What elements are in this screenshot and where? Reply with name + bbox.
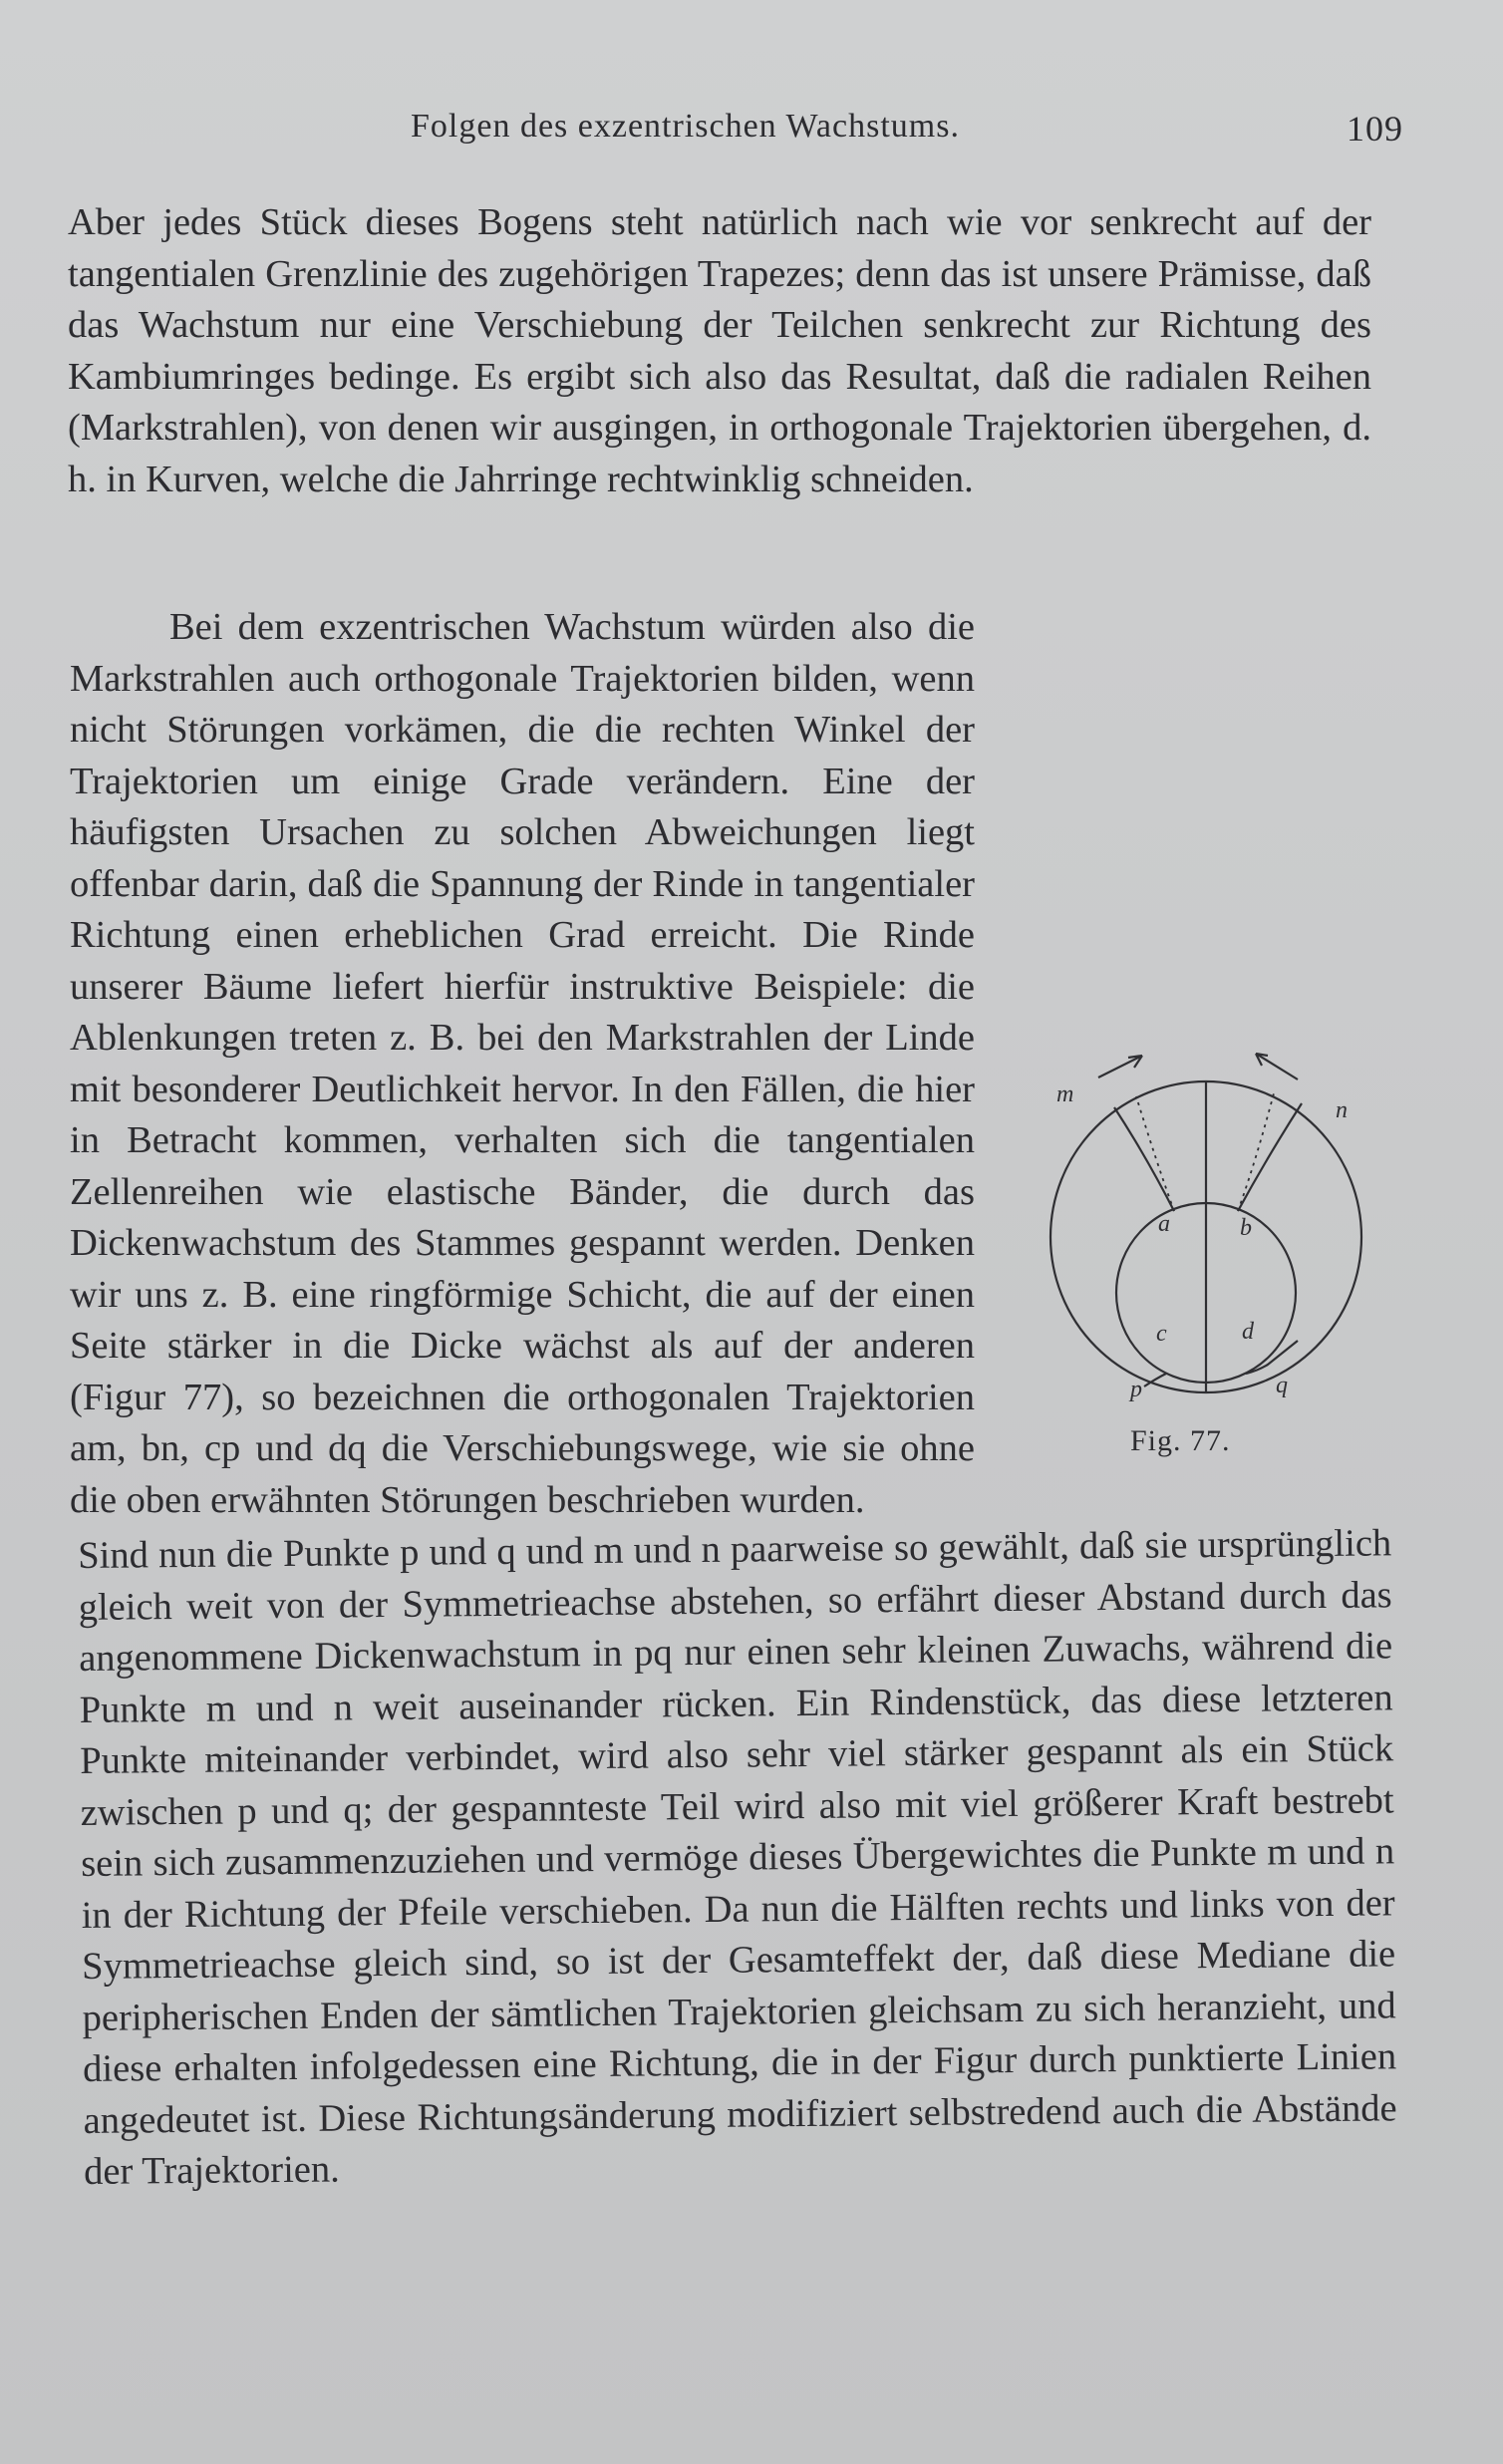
label-m: m — [1056, 1081, 1074, 1107]
arrow-m — [1098, 1056, 1142, 1078]
label-b: b — [1240, 1215, 1252, 1241]
label-d: d — [1242, 1319, 1254, 1345]
label-a: a — [1158, 1211, 1170, 1237]
trajectory-am — [1114, 1107, 1174, 1211]
arrow-n — [1256, 1054, 1298, 1079]
paragraph-2-text: Bei dem exzentrischen Wachstum würden also die Markstrahlen auch orthogonale Trajektorien bilden, wenn nicht Störungen vorkämen, die die rechten Winkel der Trajektorien um einige Grade verändern. Eine der häufigsten Ursachen zu solchen Abweichungen liegt offenbar darin, daß die Spannung der Rinde in tangentialer Richtung einen erheblichen Grad erreicht. Die Rinde unserer Bäume liefert hierfür instruktive Beispiele: die Ablenkungen treten z. B. bei den Markstrahlen der Linde mit besonderer Deutlichkeit hervor. In den Fällen, die hier in Betracht kommen, verhalten sich die tangentialen Zellenreihen wie elastische Bänder, die durch das Dickenwachstum des Stammes gespannt werden. Denken wir uns z. B. eine ringförmige Schicht, die auf der einen Seite stärker in die Dicke wächst als auf der anderen (Figur 77), so bezeichnen die orthogonalen Trajektorien am, bn, cp und dq die Verschiebungswege, wie sie ohne die oben erwähnten Störungen beschrieben wurden. — [70, 606, 975, 1521]
figure-77-diagram — [1007, 1042, 1385, 1420]
trajectory-bn — [1238, 1103, 1302, 1211]
paragraph-3: Sind nun die Punkte p und q und m und n paarweise so gewählt, daß sie ursprünglich gleich weit von der Symmetrieachse abstehen, so erfährt dieser Abstand durch das angenommene Dickenwachstum in pq nur einen sehr kleinen Zuwachs, während die Punkte m und n weit auseinander rücken. Ein Rindenstück, das diese letzteren Punkte miteinander verbindet, wird also sehr viel stärker gespannt als ein Stück zwischen p und q; der gespannteste Teil wird also mit viel größerer Kraft bestrebt sein sich zusammenzuziehen und vermöge dieses Übergewichtes die Punkte m und n in der Richtung der Pfeile verschieben. Da nun die Hälften rechts und links von der Symmetrieachse gleich sind, so ist der Gesamteffekt der, daß diese Mediane die peripherischen Enden der sämtlichen Trajektorien gleichsam zu sich heranzieht, und diese erhalten infolgedessen eine Richtung, die in der Figur durch punktierte Linien angedeutet ist. Diese Richtungsänderung modifiziert selbstredend auch die Abstände der Trajektorien. — [78, 1522, 1397, 2193]
page-number: 109 — [1347, 109, 1403, 149]
paragraph-1: Aber jedes Stück dieses Bogens steht natürlich nach wie vor senkrecht auf der tangentialen Grenzlinie des zugehörigen Trapezes; denn das ist unsere Prämisse, daß das Wachstum nur eine Verschiebung der Teilchen senkrecht zur Richtung des Kambiumringes bedinge. Es ergibt sich also das Resultat, daß die radialen Reihen (Markstrahlen), von denen wir ausgingen, in orthogonale Trajektorien übergehen, d. h. in Kurven, welche die Jahrringe rechtwinklig schneiden. — [68, 201, 1371, 500]
running-head — [411, 108, 1403, 167]
figure-77 — [1007, 1042, 1385, 1480]
dotted-trajectory-n — [1238, 1093, 1274, 1211]
label-c: c — [1156, 1321, 1167, 1347]
running-title: Folgen des exzentrischen Wachstums. — [411, 108, 960, 145]
figure-caption: Fig. 77. — [1130, 1424, 1231, 1457]
label-p: p — [1130, 1377, 1142, 1402]
label-q: q — [1276, 1373, 1288, 1398]
label-n: n — [1336, 1097, 1348, 1123]
